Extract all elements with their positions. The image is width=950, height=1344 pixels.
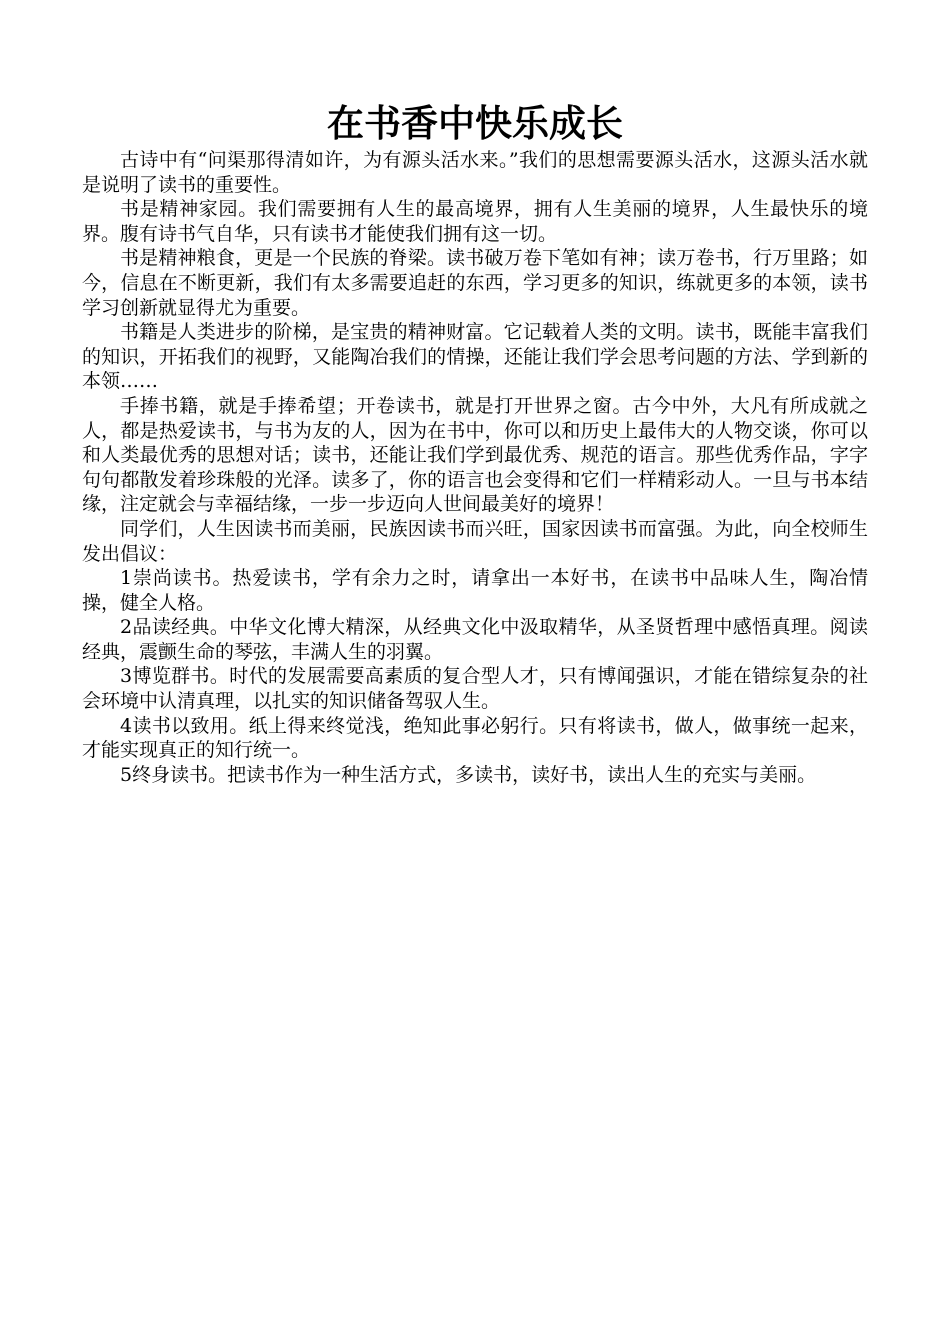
paragraph-window-to-world: 手捧书籍，就是手捧希望；开卷读书，就是打开世界之窗。古今中外，大凡有所成就之人，都是热爱读书，与书为友的人，因为在书中，你可以和历史上最伟大的人物交谈，你可以和人类最优秀的思想对话；读书，还能让我们学到最优秀、规范的语言。那些优秀作品，字字句句都散发着珍珠般的光泽。读多了，你的语言也会变得和它们一样精彩动人。一旦与书本结缘，注定就会与幸福结缘，一步一步迈向人世间最美好的境界！: [82, 394, 868, 516]
paragraph-spiritual-food: 书是精神粮食，更是一个民族的脊梁。读书破万卷下笔如有神；读万卷书，行万里路；如今，信息在不断更新，我们有太多需要追赶的东西，学习更多的知识，练就更多的本领，读书学习创新就显得尤为重要。: [82, 247, 868, 319]
paragraph-proposal-intro: 同学们，人生因读书而美丽，民族因读书而兴旺，国家因读书而富强。为此，向全校师生发出倡议：: [82, 517, 868, 565]
paragraph-spiritual-home: 书是精神家园。我们需要拥有人生的最高境界，拥有人生美丽的境界，人生最快乐的境界。腹有诗书气自华，只有读书才能使我们拥有这一切。: [82, 198, 868, 245]
paragraph-intro: 古诗中有“问渠那得清如许，为有源头活水来。”我们的思想需要源头活水，这源头活水就是说明了读书的重要性。: [82, 149, 868, 196]
proposal-item-3: 3博览群书。时代的发展需要高素质的复合型人才，只有博闻强识，才能在错综复杂的社会环境中认清真理，以扎实的知识储备驾驭人生。: [82, 665, 868, 713]
proposal-item-2: 2品读经典。中华文化博大精深，从经典文化中汲取精华，从圣贤哲理中感悟真理。阅读经典，震颤生命的琴弦，丰满人生的羽翼。: [82, 616, 868, 663]
proposal-item-5: 5终身读书。把读书作为一种生活方式，多读书，读好书，读出人生的充实与美丽。: [120, 763, 817, 786]
document-title: 在书香中快乐成长: [327, 102, 623, 145]
proposal-item-4: 4读书以致用。纸上得来终觉浅，绝知此事必躬行。只有将读书，做人，做事统一起来，才能实现真正的知行统一。: [82, 714, 868, 762]
paragraph-ladder-of-progress: 书籍是人类进步的阶梯，是宝贵的精神财富。它记载着人类的文明。读书，既能丰富我们的知识，开拓我们的视野，又能陶冶我们的情操，还能让我们学会思考问题的方法、学到新的本领……: [82, 321, 868, 393]
document-body: [82, 148, 868, 787]
proposal-item-1: 1崇尚读书。热爱读书，学有余力之时，请拿出一本好书，在读书中品味人生，陶冶情操，健全人格。: [82, 567, 868, 614]
